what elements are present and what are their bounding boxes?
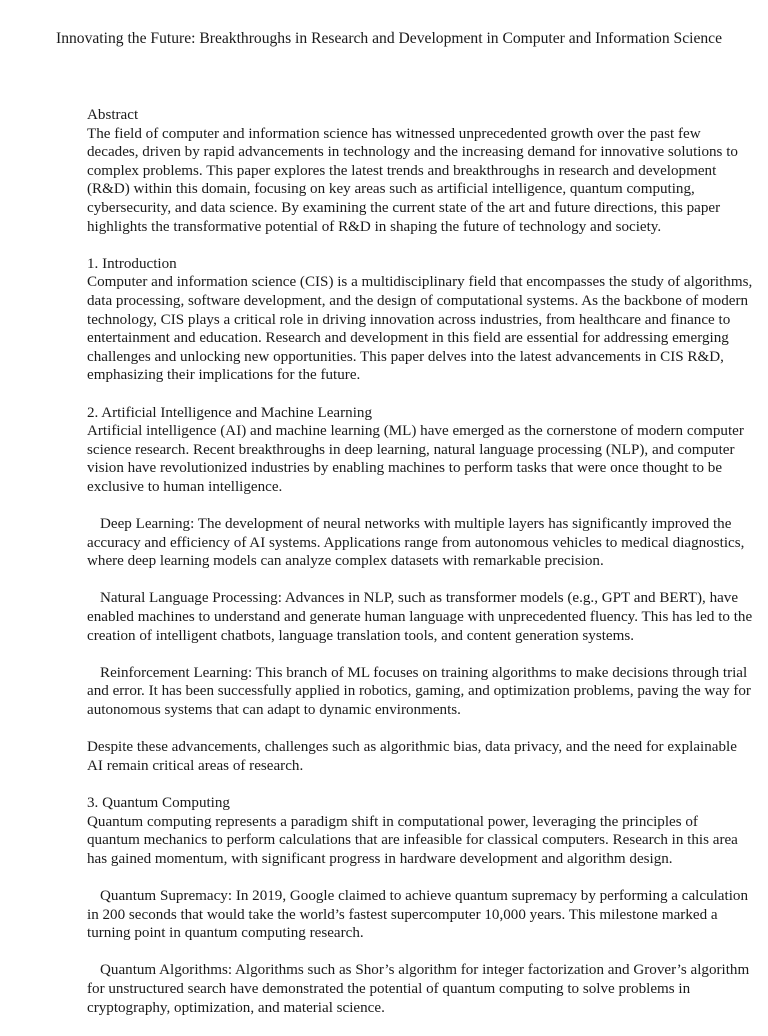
quantum-supremacy-text: Quantum Supremacy: In 2019, Google claimed to achieve quantum supremacy by performing a calculation in 200 seconds that would take the world’s fastest supercomputer 10,000 years. This milestone marked a turning point in quantum computing research. bbox=[87, 887, 748, 942]
ai-heading: 2. Artificial Intelligence and Machine Learning bbox=[87, 404, 372, 421]
quantum-heading: 3. Quantum Computing bbox=[87, 794, 230, 811]
reinforcement-paragraph bbox=[87, 664, 753, 720]
quantum-algorithms-text: Quantum Algorithms: Algorithms such as Shor’s algorithm for integer factorization and Grover’s algorithm for unstructured search have demonstrated the potential of quantum computing to solve problems in cryptography, optimization, and material science. bbox=[87, 962, 750, 1016]
abstract-text: The field of computer and information science has witnessed unprecedented growth over the past few decades, driven by rapid advancements in technology and the increasing demand for innovative solutions to complex problems. This paper explores the latest trends and breakthroughs in research and development (R&D) within this domain, focusing on key areas such as artificial intelligence, quantum computing, cybersecurity, and data science. By examining the current state of the art and future directions, this paper highlights the transformative potential of R&D in shaping the future of technology and society. bbox=[87, 125, 738, 235]
introduction-heading: 1. Introduction bbox=[87, 255, 177, 272]
deep-learning-paragraph bbox=[87, 515, 753, 571]
ai-challenges-paragraph bbox=[87, 738, 753, 775]
deep-learning-text: Deep Learning: The development of neural networks with multiple layers has significantly improved the accuracy and efficiency of AI systems. Applications range from autonomous vehicles to medical diagnostics, where deep learning models can analyze complex datasets with remarkable precision. bbox=[87, 516, 745, 570]
page-title: Innovating the Future: Breakthroughs in Research and Development in Computer and Information Science bbox=[56, 30, 723, 47]
quantum-supremacy-paragraph bbox=[87, 887, 753, 943]
quantum-text: Quantum computing represents a paradigm shift in computational power, leveraging the principles of quantum mechanics to perform calculations that are infeasible for classical computers. Research in this area has gained momentum, with significant progress in hardware development and algorithm design. bbox=[87, 813, 738, 867]
nlp-text: Natural Language Processing: Advances in NLP, such as transformer models (e.g., GPT and BERT), have enabled machines to understand and generate human language with unprecedented fluency. This has led to the creation of intelligent chatbots, language translation tools, and content generation systems. bbox=[87, 590, 753, 644]
reinforcement-text: Reinforcement Learning: This branch of ML focuses on training algorithms to make decisions through trial and error. It has been successfully applied in robotics, gaming, and optimization problems, paving the way for autonomous systems that can adapt to dynamic environments. bbox=[87, 664, 751, 718]
document-body bbox=[87, 106, 753, 1036]
ai-challenges-text: Despite these advancements, challenges such as algorithmic bias, data privacy, and the need for explainable AI remain critical areas of research. bbox=[87, 739, 737, 774]
ai-section bbox=[87, 404, 753, 497]
introduction-text: Computer and information science (CIS) is a multidisciplinary field that encompasses the study of algorithms, data processing, software development, and the design of computational systems. As the backbone of modern technology, CIS plays a critical role in driving innovation across industries, from healthcare and finance to entertainment and education. Research and development in this field are essential for addressing emerging challenges and unlocking new opportunities. This paper delves into the latest advancements in CIS R&D, emphasizing their implications for the future. bbox=[87, 274, 753, 384]
ai-text: Artificial intelligence (AI) and machine learning (ML) have emerged as the cornerstone of modern computer science research. Recent breakthroughs in deep learning, natural language processing (NLP), and computer vision have revolutionized industries by enabling machines to perform tasks that were once thought to be exclusive to human intelligence. bbox=[87, 423, 744, 495]
quantum-section bbox=[87, 794, 753, 868]
nlp-paragraph bbox=[87, 589, 753, 645]
abstract-section bbox=[87, 106, 753, 236]
abstract-heading: Abstract bbox=[87, 107, 139, 123]
quantum-algorithms-paragraph bbox=[87, 961, 753, 1017]
introduction-section bbox=[87, 255, 753, 385]
